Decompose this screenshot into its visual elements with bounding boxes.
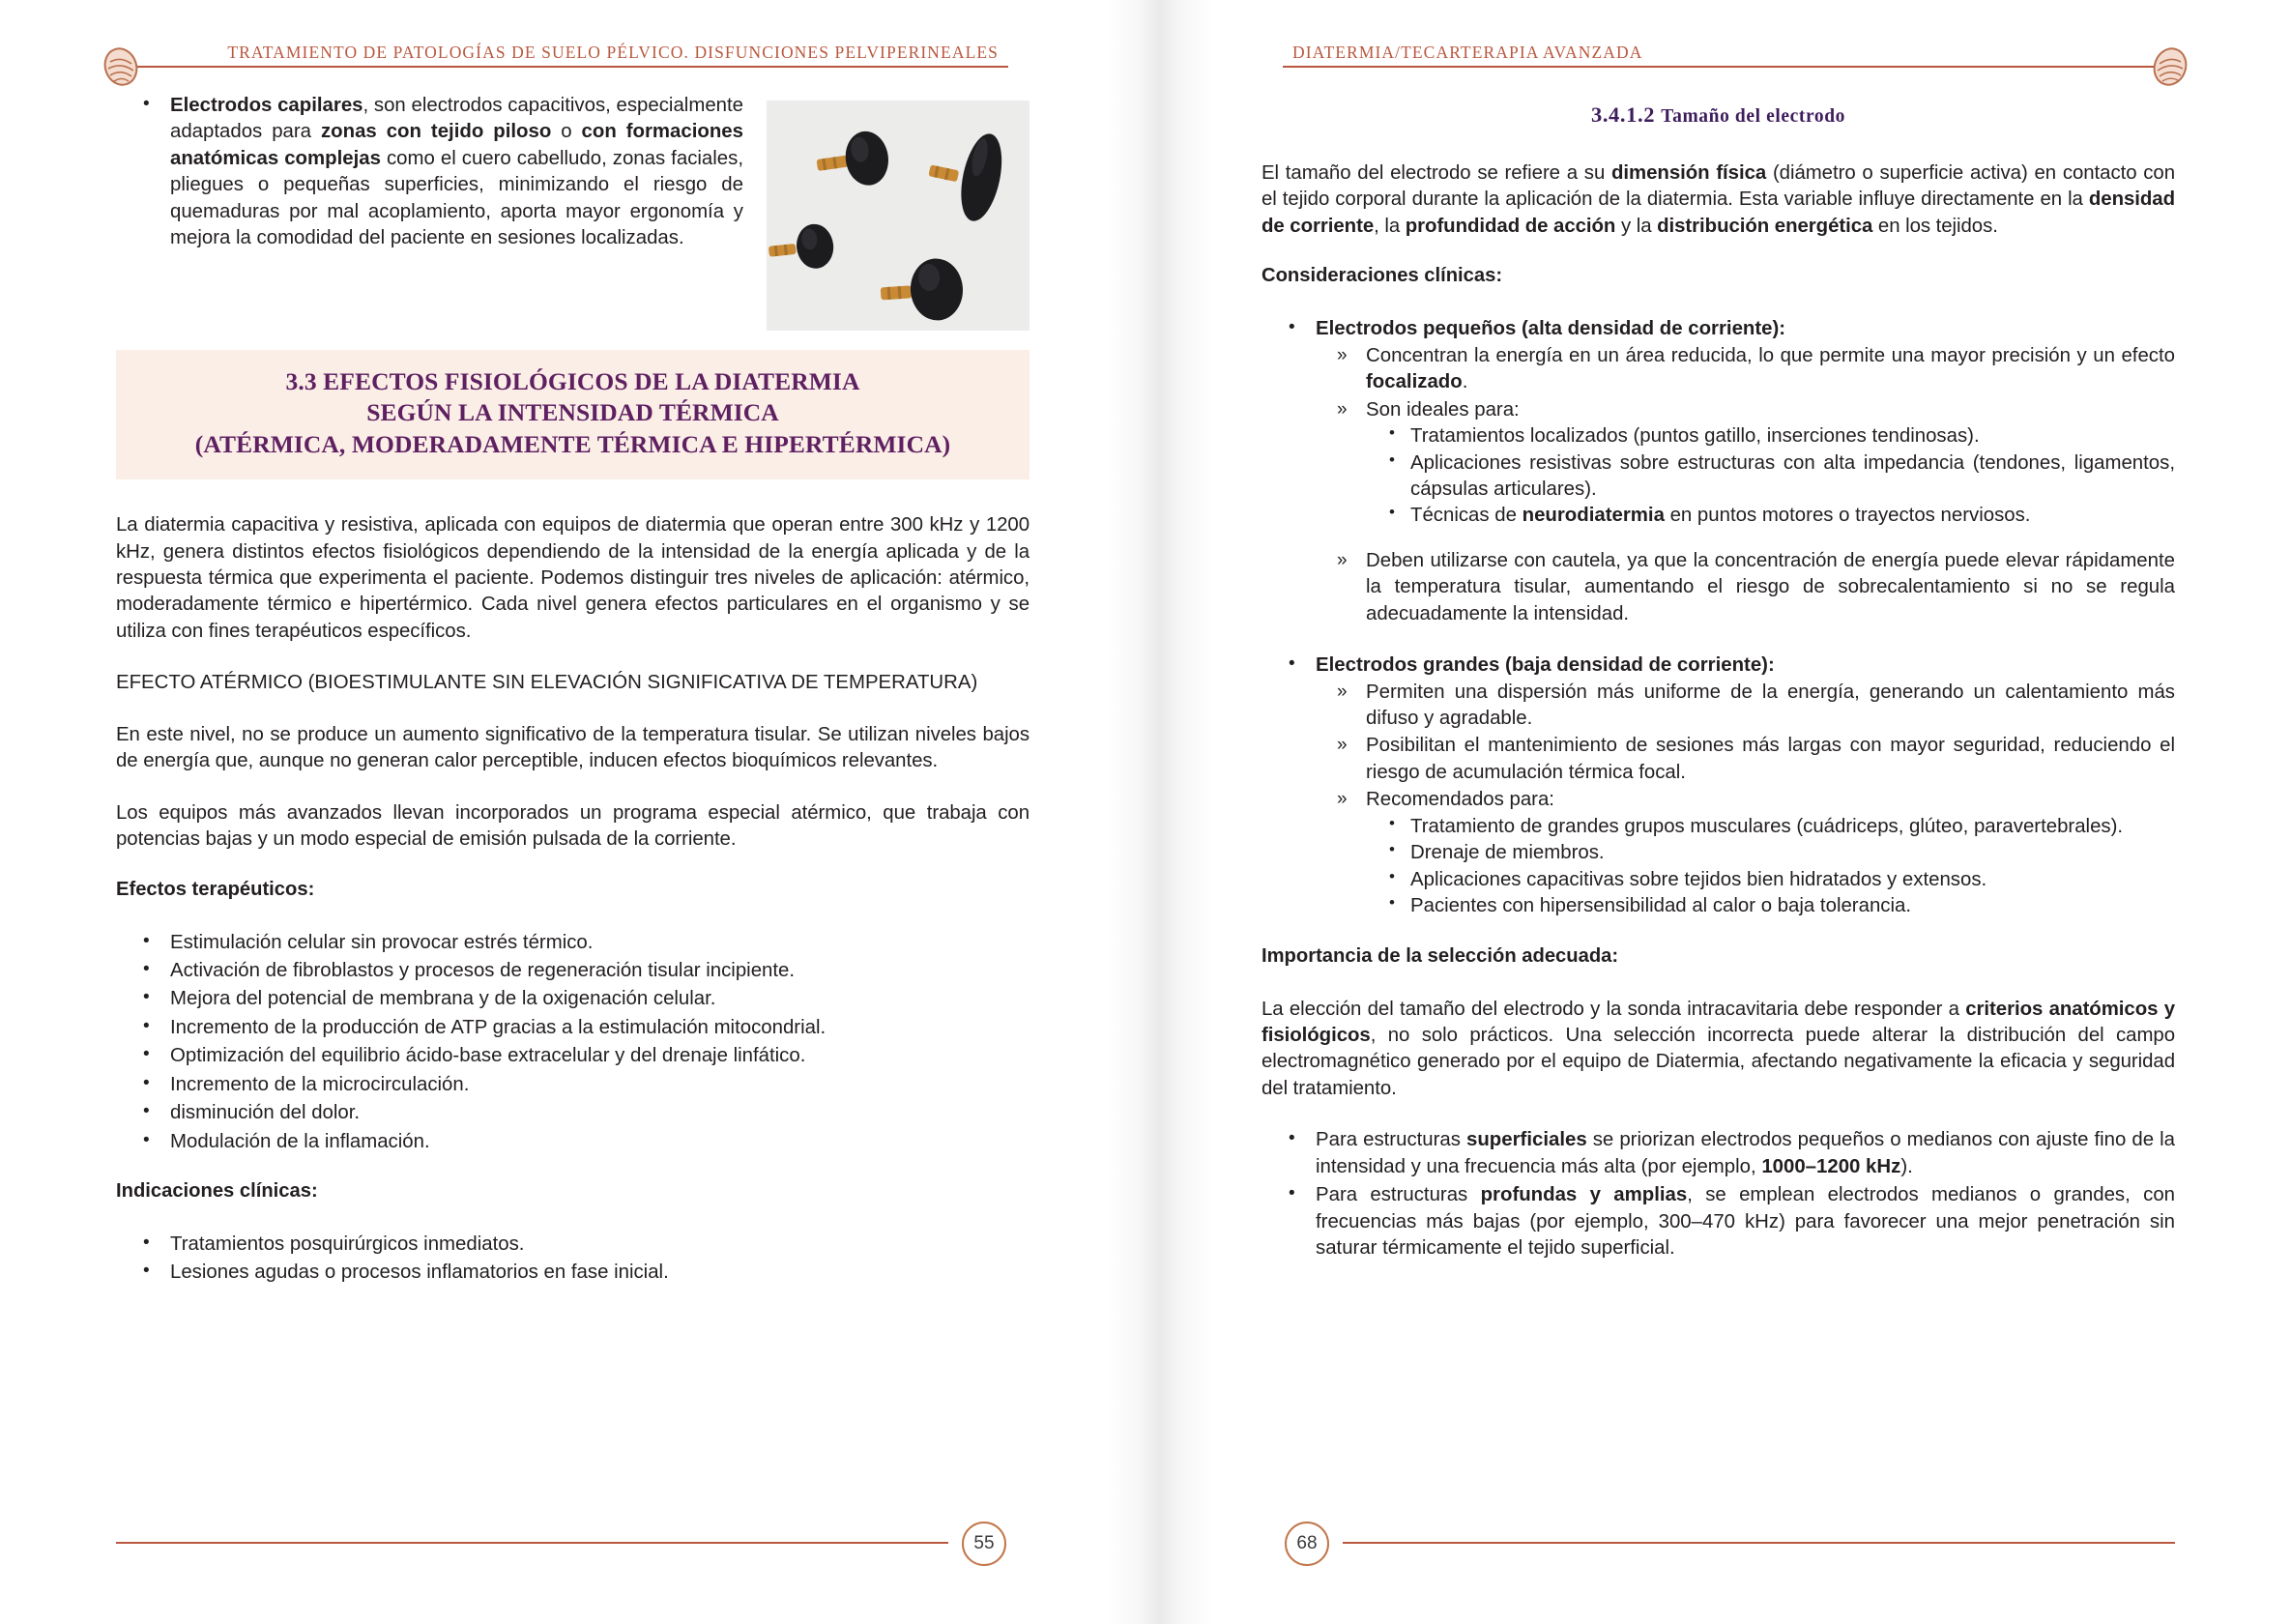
intro-text-1: El tamaño del electrodo se refiere a su: [1262, 162, 1612, 184]
section-heading-line-3: (ATÉRMICA, MODERADAMENTE TÉRMICA E HIPERTÉRMICA): [194, 429, 951, 458]
importancia-seleccion-heading: Importancia de la selección adecuada:: [1262, 944, 1619, 967]
list-item: [1410, 450, 2175, 504]
efectos-terapeuticos-heading: Efectos terapéuticos:: [116, 878, 315, 900]
intro-bold-4: distribución energética: [1657, 215, 1873, 237]
atermico-paragraph-2: Los equipos más avanzados llevan incorporados un programa especial atérmico, que trabaja con potencias bajas y un modo especial de emisión pulsada de la corriente.: [116, 801, 1030, 851]
running-head-rule: [137, 66, 1008, 68]
sub-text-c: .: [1462, 371, 1468, 393]
folio-left: [116, 1522, 1030, 1564]
item-text-a: Técnicas de: [1410, 505, 1522, 527]
item-bold-b: neurodiatermia: [1522, 505, 1665, 527]
indicaciones-clinicas-list: [116, 1232, 1030, 1287]
sub-text-label: Permiten una dispersión más uniforme de la energía, generando un calentamiento más difuso y agradable.: [1366, 681, 2175, 729]
list-item: [1410, 814, 2175, 840]
intro-text-5: en los tejidos.: [1872, 215, 1998, 237]
electrodos-grandes-recomendados-list: [1366, 814, 2175, 920]
running-head-rule: [1283, 66, 2154, 68]
electrodos-grandes-heading: Electrodos grandes (baja densidad de corriente):: [1316, 654, 1775, 677]
list-item-label: Modulación de la inflamación.: [170, 1130, 430, 1152]
running-head-right: [1262, 25, 2175, 93]
item-bold-1: profundas y amplias: [1480, 1184, 1688, 1206]
electrode-size-intro: [1262, 160, 2175, 240]
item-bold-1: superficiales: [1466, 1129, 1587, 1151]
list-item: [1366, 548, 2175, 627]
paragraph-text-1: La elección del tamaño del electrodo y la sonda intracavitaria debe responder a: [1262, 998, 1966, 1020]
intro-bold-2: densidad de corriente: [1262, 188, 2175, 237]
list-item: [1410, 840, 2175, 866]
intro-text-4: y la: [1615, 215, 1658, 237]
electrodos-pequenos-ideales-list: [1366, 423, 2175, 530]
item-text-a: Tratamientos localizados (puntos gatillo, inserciones tendinosas).: [1410, 425, 1980, 448]
intro-bold-3: profundidad de acción: [1405, 215, 1616, 237]
list-item: [1366, 343, 2175, 396]
list-item: [1410, 423, 2175, 450]
paragraph-text-2: , no solo prácticos. Una selección incorrecta puede alterar la distribución del campo electromagnético generado por el equipo de Diatermia, afectando negativamente la eficacia y seguridad del tratamiento.: [1262, 1024, 2175, 1099]
electrodos-grandes-list: [1262, 652, 2175, 919]
list-item-label: Incremento de la microcirculación.: [170, 1073, 470, 1095]
item-text-2: , se emplean electrodos medianos o grandes, con frecuencias más bajas (por ejemplo, 300–470 kHz) para favorecer una mejor penetración sin saturar térmicamente el tejido superficial.: [1316, 1184, 2175, 1259]
efectos-terapeuticos-list: [116, 930, 1030, 1156]
electrodos-capilares-block: [116, 93, 1030, 340]
list-item: [1366, 397, 2175, 530]
page-right: [1146, 0, 2291, 1624]
estructuras-list: [1262, 1127, 2175, 1262]
item-text-1: Para estructuras: [1316, 1129, 1467, 1151]
item-text-3: ).: [1900, 1155, 1913, 1177]
list-item: [166, 93, 1030, 252]
list-item: [166, 1129, 1030, 1155]
intro-text-3: , la: [1374, 215, 1406, 237]
list-item: [1410, 893, 2175, 919]
item-text-a: Aplicaciones resistivas sobre estructuras con alta impedancia (tendones, ligamentos, cápsulas articulares).: [1410, 451, 2175, 500]
running-head-text: TRATAMIENTO DE PATOLOGÍAS DE SUELO PÉLVICO. DISFUNCIONES PELVIPERINEALES: [219, 43, 1006, 63]
list-item: [1366, 680, 2175, 733]
list-item: [166, 930, 1030, 956]
chapter-title: [1262, 102, 2175, 128]
list-item-bold-2: zonas con tejido piloso: [320, 121, 552, 143]
importancia-seleccion-paragraph: [1262, 997, 2175, 1103]
list-item-label: Activación de fibroblastos y procesos de regeneración tisular incipiente.: [170, 959, 796, 981]
intro-bold-1: dimensión física: [1611, 162, 1767, 184]
atermico-heading: EFECTO ATÉRMICO (BIOESTIMULANTE SIN ELEVACIÓN SIGNIFICATIVA DE TEMPERATURA): [116, 672, 978, 694]
item-bold-2: 1000–1200 kHz: [1761, 1155, 1901, 1177]
page-number: 68: [1285, 1522, 1329, 1566]
list-item-label: disminución del dolor.: [170, 1102, 361, 1124]
list-item: [1410, 503, 2175, 529]
list-item: [1312, 1127, 2175, 1180]
list-item-label: Optimización del equilibrio ácido-base extracelular y del drenaje linfático.: [170, 1045, 806, 1067]
sub-text-label: Posibilitan el mantenimiento de sesiones más largas con mayor seguridad, reduciendo el riesgo de acumulación térmica focal.: [1366, 735, 2175, 783]
item-label: Pacientes con hipersensibilidad al calor o baja tolerancia.: [1410, 895, 1912, 917]
indicaciones-clinicas-heading: Indicaciones clínicas:: [116, 1180, 318, 1202]
folio-rule: [116, 1542, 948, 1544]
item-label: Drenaje de miembros.: [1410, 842, 1605, 864]
list-item: [166, 1043, 1030, 1069]
atermico-paragraph-1: En este nivel, no se produce un aumento significativo de la temperatura tisular. Se utilizan niveles bajos de energía que, aunque no generan calor perceptible, inducen efectos bioquímicos relevantes.: [116, 723, 1030, 772]
section-heading-box: [116, 350, 1030, 479]
section-heading-line-2: SEGÚN LA INTENSIDAD TÉRMICA: [366, 398, 779, 427]
folio-rule: [1343, 1542, 2175, 1544]
list-item: [1312, 316, 2175, 627]
running-head-left: [116, 25, 1030, 93]
item-text-1: Para estructuras: [1316, 1184, 1481, 1206]
list-item: [166, 1260, 1030, 1286]
list-item-label: Lesiones agudas o procesos inflamatorios en fase inicial.: [170, 1262, 669, 1284]
chapter-title-text: Tamaño del electrodo: [1661, 106, 1846, 127]
item-text-c: en puntos motores o trayectos nerviosos.: [1664, 505, 2031, 527]
electrodos-pequenos-list: [1262, 316, 2175, 627]
list-item: [1312, 1182, 2175, 1262]
list-item-text-1: , son electrodos capacitivos, especialmente adaptados para: [170, 95, 743, 143]
list-item: [1366, 787, 2175, 919]
sub-text-label: Deben utilizarse con cautela, ya que la concentración de energía puede elevar rápidamente la temperatura tisular, aumentando el riesgo de sobrecalentamiento si no se regula adecuadamente la intensidad.: [1366, 549, 2175, 624]
list-item-lead-in: Electrodos capilares: [170, 95, 363, 116]
list-item-label: Tratamientos posquirúrgicos inmediatos.: [170, 1233, 525, 1255]
list-item-bold-3: con formaciones anatómicas complejas: [170, 121, 743, 169]
running-head-text: DIATERMIA/TECARTERAPIA AVANZADA: [1285, 43, 1651, 63]
electrodos-pequenos-heading: Electrodos pequeños (alta densidad de corriente):: [1316, 318, 1786, 340]
folio-right: [1262, 1522, 2175, 1564]
electrodos-pequenos-sublist: [1316, 343, 2175, 530]
item-label: Tratamiento de grandes grupos musculares (cuádriceps, glúteo, paravertebrales).: [1410, 815, 2124, 837]
list-spacer: [1316, 531, 2175, 548]
list-item: [1366, 733, 2175, 786]
intro-paragraph: La diatermia capacitiva y resistiva, aplicada con equipos de diatermia que operan entre 300 kHz y 1200 kHz, genera distintos efectos fisiológicos dependiendo de la intensidad de la energía aplicada y de la respuesta térmica que experimenta el paciente. Podemos distinguir tres niveles de aplicación: atérmico, moderadamente térmico e hipertérmico. Cada nivel genera efectos particulares en el organismo y se utiliza con fines terapéuticos específicos.: [116, 514, 1030, 642]
list-item-text-3: como el cuero cabelludo, zonas faciales, pliegues o pequeñas superficies, minimizando el riesgo de quemaduras por mal acoplamiento, aporta mayor ergonomía y mejora la comodidad del paciente en sesiones localizadas.: [170, 147, 743, 249]
list-item: [166, 1100, 1030, 1126]
list-item: [1410, 867, 2175, 893]
list-item-label: Estimulación celular sin provocar estrés térmico.: [170, 931, 594, 953]
electrodos-grandes-sublist: [1316, 680, 2175, 920]
item-text-2: se priorizan electrodos pequeños o medianos con ajuste fino de la intensidad y una frecuencia más alta (por ejemplo,: [1316, 1129, 2175, 1177]
list-item-label: Incremento de la producción de ATP gracias a la estimulación mitocondrial.: [170, 1016, 826, 1038]
list-item: [166, 1232, 1030, 1258]
paragraph-bold-1: criterios anatómicos y fisiológicos: [1262, 998, 2175, 1046]
consideraciones-clinicas-heading: Consideraciones clínicas:: [1262, 265, 1503, 287]
list-item-text-2: o: [551, 121, 582, 143]
list-item: [166, 1072, 1030, 1098]
sub-text-a: Concentran la energía en un área reducida, lo que permite una mayor precisión y un efecto: [1366, 344, 2175, 366]
intro-text-2: (diámetro o superficie activa) en contacto con el tejido corporal durante la aplicación de la diatermia. Esta variable influye directamente en la: [1262, 162, 2175, 211]
item-label: Aplicaciones capacitivas sobre tejidos bien hidratados y extensos.: [1410, 868, 1987, 890]
list-item: [166, 986, 1030, 1012]
list-item-label: Mejora del potencial de membrana y de la oxigenación celular.: [170, 988, 716, 1010]
chapter-title-number: 3.4.1.2: [1590, 102, 1656, 127]
list-item: [166, 958, 1030, 984]
electrodos-pequenos-cautela-list: [1316, 548, 2175, 627]
sub-text-label: Son ideales para:: [1366, 398, 1520, 420]
section-heading-line-1: 3.3 EFECTOS FISIOLÓGICOS DE LA DIATERMIA: [285, 367, 860, 395]
list-item: [166, 1015, 1030, 1041]
list-item: [1312, 652, 2175, 919]
electrodos-capilares-list: [116, 93, 1030, 252]
page-number: 55: [962, 1522, 1006, 1566]
sub-bold-b: focalizado: [1366, 371, 1463, 393]
shell-ornament-icon: [2148, 44, 2192, 89]
sub-text-label: Recomendados para:: [1366, 789, 1554, 811]
